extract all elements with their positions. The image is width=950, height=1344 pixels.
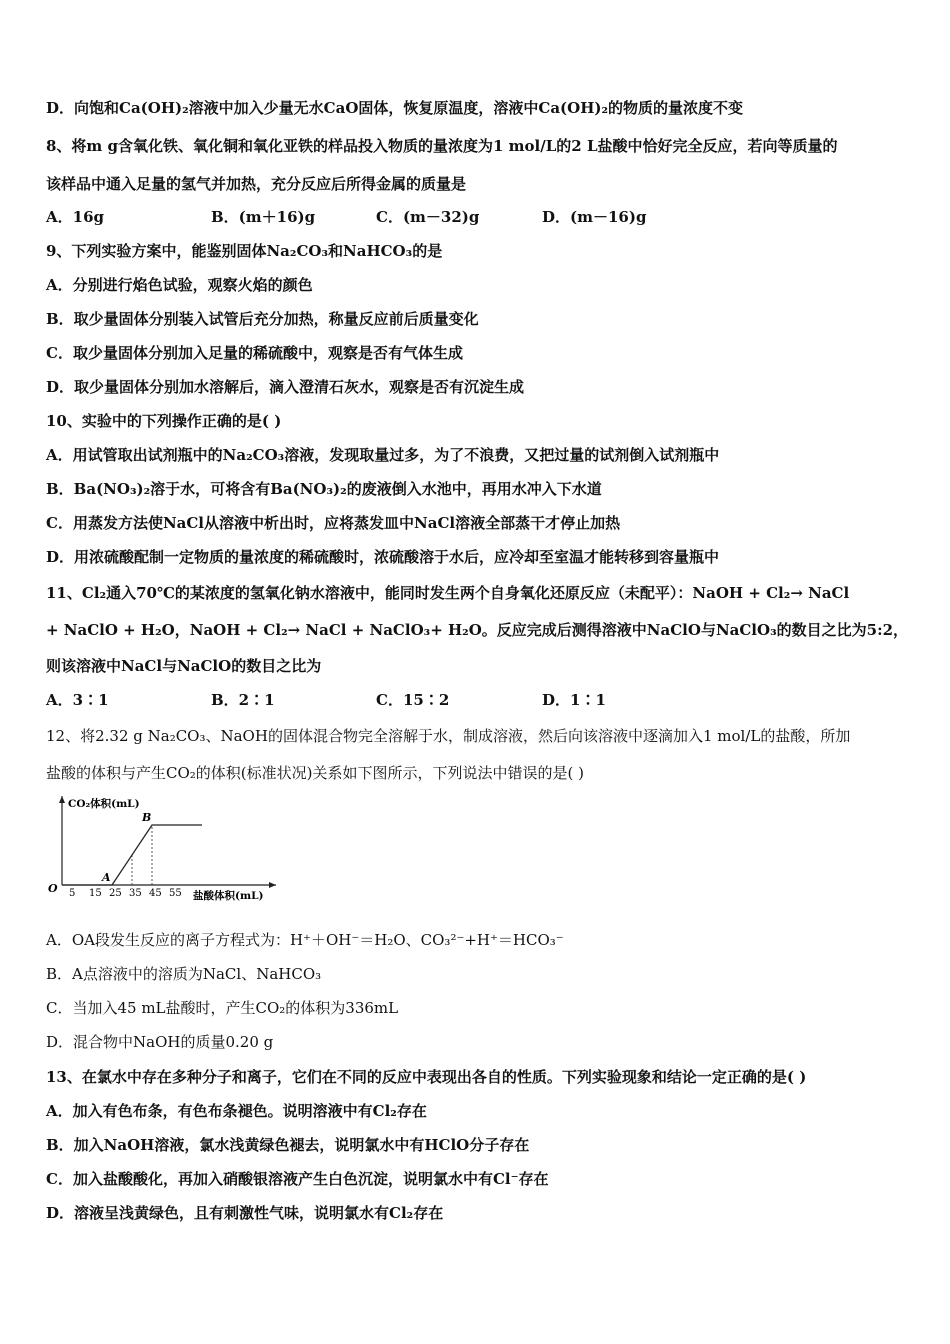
q13-option-a: A．加入有色布条，有色布条褪色。说明溶液中有Cl₂存在 [46, 1102, 427, 1120]
origin-label: O [48, 882, 58, 895]
q12-stem-line1: 12、将2.32 g Na₂CO₃、NaOH的固体混合物完全溶解于水，制成溶液，然后向该溶液中逐滴加入1 mol/L的盐酸，所加 [46, 727, 851, 745]
q11-option-d: D．1∶1 [542, 691, 606, 709]
y-axis-label: CO₂体积(mL) [68, 798, 140, 810]
q11-stem-line2: + NaClO + H₂O，NaOH + Cl₂→ NaCl + NaClO₃+ H₂O。反应完成后测得溶液中NaClO与NaClO₃的数目之比为5:2， [46, 621, 909, 639]
x-tick-label: 5 [69, 888, 76, 899]
x-tick-label: 55 [169, 888, 182, 899]
x-axis-label: 盐酸体积(mL) [193, 890, 264, 902]
x-axis-arrow [269, 882, 276, 888]
dashed-guides [132, 825, 152, 885]
point-label: A [102, 871, 111, 884]
x-tick-label: 25 [109, 888, 122, 899]
q12-option-c: C．当加入45 mL盐酸时，产生CO₂的体积为336mL [46, 999, 399, 1017]
q8-option-d: D．(m－16)g [542, 208, 647, 226]
q8-stem-line1: 8、将m g含氧化铁、氧化铜和氧化亚铁的样品投入物质的量浓度为1 mol/L的2 L盐酸中恰好完全反应，若向等质量的 [46, 137, 838, 155]
q13-option-b: B．加入NaOH溶液，氯水浅黄绿色褪去，说明氯水中有HClO分子存在 [46, 1136, 530, 1154]
q11-option-c: C．15∶2 [376, 691, 450, 709]
q9-stem: 9、下列实验方案中，能鉴别固体Na₂CO₃和NaHCO₃的是 [46, 242, 443, 260]
q13-stem: 13、在氯水中存在多种分子和离子，它们在不同的反应中表现出各自的性质。下列实验现象和结论一定正确的是( ) [46, 1068, 807, 1086]
q10-option-c: C．用蒸发方法使NaCl从溶液中析出时，应将蒸发皿中NaCl溶液全部蒸干才停止加热 [46, 514, 621, 532]
x-tick-labels [69, 888, 182, 899]
q11-stem-line3: 则该溶液中NaCl与NaClO的数目之比为 [46, 657, 322, 675]
q8-option-a: A．16g [46, 208, 105, 226]
q10-option-d: D．用浓硫酸配制一定物质的量浓度的稀硫酸时，浓硫酸溶于水后，应冷却至室温才能转移到容量瓶中 [46, 548, 720, 566]
co2-volume-chart [44, 792, 284, 907]
point-label: B [142, 811, 152, 824]
q11-option-a: A．3∶1 [46, 691, 109, 709]
q10-option-b: B．Ba(NO₃)₂溶于水，可将含有Ba(NO₃)₂的废液倒入水池中，再用水冲入下水道 [46, 480, 602, 498]
q13-option-c: C．加入盐酸酸化，再加入硝酸银溶液产生白色沉淀，说明氯水中有Cl⁻存在 [46, 1170, 549, 1188]
q11-option-b: B．2∶1 [211, 691, 275, 709]
point-labels [101, 811, 151, 884]
x-tick-label: 35 [129, 888, 142, 899]
y-axis-arrow [59, 796, 65, 803]
q10-option-a: A．用试管取出试剂瓶中的Na₂CO₃溶液，发现取量过多，为了不浪费，又把过量的试剂倒入试剂瓶中 [46, 446, 720, 464]
q12-option-d: D．混合物中NaOH的质量0.20 g [46, 1033, 274, 1051]
q12-stem-line2: 盐酸的体积与产生CO₂的体积(标准状况)关系如下图所示，下列说法中错误的是( ) [46, 764, 584, 782]
q11-stem-line1: 11、Cl₂通入70℃的某浓度的氢氧化钠水溶液中，能同时发生两个自身氧化还原反应（未配平）：NaOH + Cl₂→ NaCl [46, 584, 850, 602]
q9-option-d: D．取少量固体分别加水溶解后，滴入澄清石灰水，观察是否有沉淀生成 [46, 378, 525, 396]
x-tick-label: 45 [149, 888, 162, 899]
q8-option-b: B．(m＋16)g [211, 208, 316, 226]
q8-option-c: C．(m－32)g [376, 208, 480, 226]
q13-option-d: D．溶液呈浅黄绿色，且有刺激性气味，说明氯水有Cl₂存在 [46, 1204, 444, 1222]
q10-stem: 10、实验中的下列操作正确的是( ) [46, 412, 282, 430]
q7-option-d: D．向饱和Ca(OH)₂溶液中加入少量无水CaO固体，恢复原温度，溶液中Ca(OH)₂的物质的量浓度不变 [46, 99, 744, 117]
x-tick-label: 15 [89, 888, 102, 899]
q8-stem-line2: 该样品中通入足量的氢气并加热，充分反应后所得金属的质量是 [46, 175, 467, 193]
q12-option-a: A．OA段发生反应的离子方程式为：H⁺＋OH⁻＝H₂O、CO₃²⁻+H⁺＝HCO₃⁻ [46, 931, 564, 949]
q12-option-b: B．A点溶液中的溶质为NaCl、NaHCO₃ [46, 965, 322, 983]
q9-option-a: A．分别进行焰色试验，观察火焰的颜色 [46, 276, 313, 294]
q9-option-c: C．取少量固体分别加入足量的稀硫酸中，观察是否有气体生成 [46, 344, 463, 362]
q9-option-b: B．取少量固体分别装入试管后充分加热，称量反应前后质量变化 [46, 310, 479, 328]
